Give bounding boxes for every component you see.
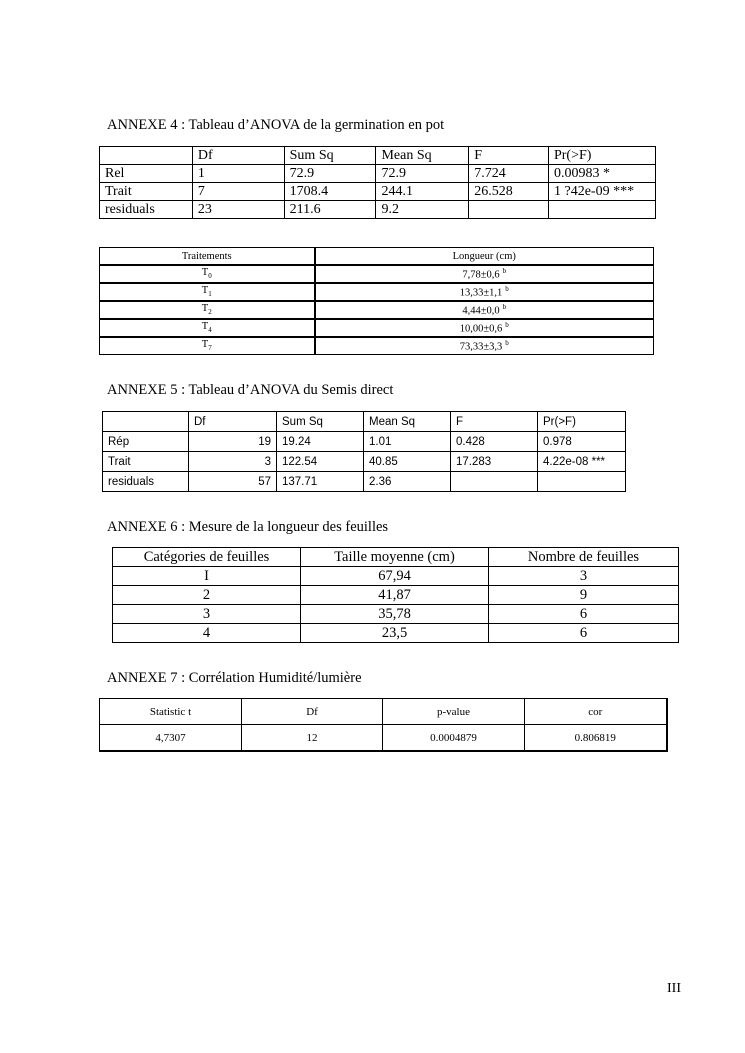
column-header: Pr(>F) [548, 147, 655, 165]
annexe5-anova-table [102, 411, 626, 492]
column-header: F [469, 147, 549, 165]
longueur-cell [315, 319, 654, 337]
longueur-value: 73,33±3,3 [459, 341, 503, 353]
table-cell: I [113, 567, 301, 586]
table-cell: 4,7307 [100, 725, 242, 752]
annexe5-title: ANNEXE 5 : Tableau d’ANOVA du Semis direct [107, 382, 394, 398]
table-cell: 9 [489, 586, 679, 605]
column-header: Sum Sq [284, 147, 376, 165]
table-cell: 1 ?42e-09 *** [548, 183, 655, 201]
annexe4-title: ANNEXE 4 : Tableau d’ANOVA de la germination en pot [107, 117, 445, 133]
annexe4-anova-table [99, 146, 656, 219]
significance-letter: b [505, 339, 509, 348]
table-row [113, 605, 679, 624]
column-header: Longueur (cm) [315, 248, 654, 266]
traitement-cell [100, 319, 315, 337]
table-cell: 1.01 [364, 432, 451, 452]
table-row [100, 265, 654, 283]
longueur-cell [315, 301, 654, 319]
traitement-label: T [201, 285, 209, 297]
significance-letter: b [505, 285, 509, 294]
header-row [113, 548, 679, 567]
table-cell: 7.724 [469, 165, 549, 183]
column-header [103, 412, 189, 432]
table-cell: 6 [489, 624, 679, 643]
table-cell: 0.00983 * [548, 165, 655, 183]
table-row [113, 567, 679, 586]
table-cell: Rel [100, 165, 193, 183]
table-cell: 19 [189, 432, 277, 452]
table-cell: 2.36 [364, 472, 451, 492]
traitement-label: T [201, 339, 209, 351]
table-cell: 7 [192, 183, 284, 201]
longueur-value: 4,44±0,0 [462, 305, 500, 317]
traitement-label: T [201, 321, 209, 333]
annexe7-title: ANNEXE 7 : Corrélation Humidité/lumière [107, 670, 362, 686]
table-cell: 1 [192, 165, 284, 183]
column-header: cor [525, 699, 667, 725]
table-cell: 122.54 [277, 452, 364, 472]
annexe7-correlation-table [99, 698, 668, 752]
traitement-cell [100, 337, 315, 355]
column-header: Mean Sq [364, 412, 451, 432]
traitement-index: 7 [208, 344, 212, 353]
column-header: Df [189, 412, 277, 432]
longueur-body [100, 248, 654, 355]
significance-letter: b [502, 303, 507, 312]
table-cell: 4 [113, 624, 301, 643]
table-cell: 137.71 [277, 472, 364, 492]
table-row [100, 725, 667, 752]
table-row [100, 283, 654, 301]
table-row [113, 624, 679, 643]
column-header: Catégories de feuilles [113, 548, 301, 567]
table-cell: 9.2 [376, 201, 469, 219]
table-cell: Rép [103, 432, 189, 452]
column-header: Mean Sq [376, 147, 469, 165]
annexe5-body [103, 412, 626, 492]
table-cell: 72.9 [284, 165, 376, 183]
annexe6-body [113, 548, 679, 643]
table-cell: Trait [103, 452, 189, 472]
significance-letter: b [505, 321, 509, 330]
table-cell [451, 472, 538, 492]
traitement-cell [100, 301, 315, 319]
table-cell: 1708.4 [284, 183, 376, 201]
table-cell: 57 [189, 472, 277, 492]
table-cell: 2 [113, 586, 301, 605]
longueur-cell [315, 337, 654, 355]
page-number: III [667, 981, 681, 996]
traitement-label: T [201, 303, 209, 315]
table-cell: 72.9 [376, 165, 469, 183]
annexe6-table [112, 547, 679, 643]
column-header: Taille moyenne (cm) [301, 548, 489, 567]
header-row [100, 699, 667, 725]
longueur-cell [315, 283, 654, 301]
table-cell: 23,5 [301, 624, 489, 643]
table-row [103, 472, 626, 492]
annexe4-body [100, 147, 656, 219]
table-row [100, 165, 656, 183]
table-row [100, 301, 654, 319]
table-cell: 3 [189, 452, 277, 472]
longueur-value: 13,33±1,1 [459, 287, 503, 299]
traitement-index: 2 [208, 308, 212, 317]
traitement-cell [100, 265, 315, 283]
table-row [113, 586, 679, 605]
column-header: Nombre de feuilles [489, 548, 679, 567]
traitement-index: 0 [208, 272, 212, 281]
traitement-label: T [201, 267, 209, 279]
column-header: Statistic t [100, 699, 242, 725]
table-cell: 12 [242, 725, 383, 752]
table-cell: 26.528 [469, 183, 549, 201]
table-cell: 0.0004879 [383, 725, 525, 752]
table-cell: 23 [192, 201, 284, 219]
longueur-value: 7,78±0,6 [462, 269, 500, 281]
table-cell [548, 201, 655, 219]
table-cell: 35,78 [301, 605, 489, 624]
table-cell: 0.428 [451, 432, 538, 452]
table-cell: 67,94 [301, 567, 489, 586]
table-row [100, 337, 654, 355]
table-cell: 3 [489, 567, 679, 586]
longueur-cell [315, 265, 654, 283]
header-row [100, 248, 654, 266]
traitement-index: 1 [208, 290, 212, 299]
table-row [100, 201, 656, 219]
table-cell: 211.6 [284, 201, 376, 219]
table-cell: 41,87 [301, 586, 489, 605]
table-row [100, 319, 654, 337]
column-header: p-value [383, 699, 525, 725]
table-cell [538, 472, 626, 492]
column-header: Traitements [100, 248, 315, 266]
table-row [100, 183, 656, 201]
table-cell: residuals [103, 472, 189, 492]
significance-letter: b [502, 267, 507, 276]
header-row [100, 147, 656, 165]
traitement-cell [100, 283, 315, 301]
header-row [103, 412, 626, 432]
annexe6-title: ANNEXE 6 : Mesure de la longueur des feuilles [107, 519, 389, 535]
traitement-index: 4 [208, 326, 212, 335]
column-header: F [451, 412, 538, 432]
table-cell: 4.22e-08 *** [538, 452, 626, 472]
table-row [103, 452, 626, 472]
column-header: Df [242, 699, 383, 725]
column-header: Sum Sq [277, 412, 364, 432]
table-cell: 0.806819 [525, 725, 667, 752]
table-cell [469, 201, 549, 219]
table-cell: 6 [489, 605, 679, 624]
table-row [103, 432, 626, 452]
table-cell: 40.85 [364, 452, 451, 472]
table-cell: 17.283 [451, 452, 538, 472]
table-cell: residuals [100, 201, 193, 219]
longueur-table [99, 247, 654, 355]
table-cell: 19.24 [277, 432, 364, 452]
column-header [100, 147, 193, 165]
column-header: Pr(>F) [538, 412, 626, 432]
table-cell: Trait [100, 183, 193, 201]
annexe7-body [100, 699, 667, 752]
longueur-value: 10,00±0,6 [459, 323, 503, 335]
table-cell: 244.1 [376, 183, 469, 201]
table-cell: 3 [113, 605, 301, 624]
column-header: Df [192, 147, 284, 165]
table-cell: 0.978 [538, 432, 626, 452]
